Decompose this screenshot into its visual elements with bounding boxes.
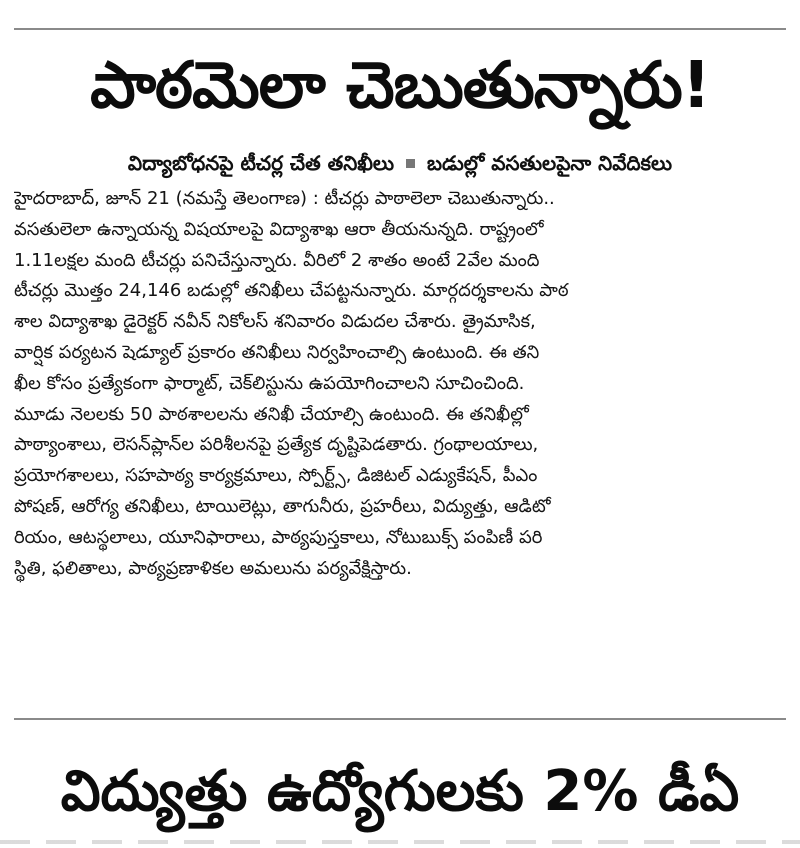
body-line: పాఠ్యాంశాలు, లెసన్‌ప్లాన్‌ల పరిశీలనపై ప్రత్యేక దృష్టిపెడతారు. గ్రంథాలయాలు, [14,434,539,456]
top-divider [14,28,786,30]
next-article-headline: విద్యుత్తు ఉద్యోగులకు 2% డీఏ [60,759,740,824]
body-line: 1.11లక్షల మంది టీచర్లు పనిచేస్తున్నారు. వీరిలో 2 శాతం అంటే 2వేల మంది [14,249,540,271]
subhead-right: బడుల్లో వసతులపైనా నివేదికలు [427,151,673,175]
subhead-left: విద్యాబోధనపై టీచర్ల చేత తనిఖీలు [127,151,395,175]
article-subhead [14,146,786,180]
article-body [14,184,786,584]
body-line: వార్షిక పర్యటన షెడ్యూల్ ప్రకారం తనిఖీలు నిర్వహించాల్సి ఉంటుంది. ఈ తని [14,341,540,363]
body-line: ఖీల కోసం ప్రత్యేకంగా ఫార్మాట్, చెక్‌లిస్టును ఉపయోగించాలని సూచించింది. [14,372,525,394]
body-line: రియం, ఆటస్థలాలు, యూనిఫారాలు, పాఠ్యపుస్తకాలు, నోటుబుక్స్ పంపిణీ పరి [14,526,543,548]
subhead-separator [406,159,415,168]
body-line: వసతులెలా ఉన్నాయన్న విషయాలపై విద్యాశాఖ ఆరా తీయనున్నది. రాష్ట్రంలో [14,218,544,240]
body-line: టీచర్లు మొత్తం 24,146 బడుల్లో తనిఖీలు చేపట్టనున్నారు. మార్గదర్శకాలను పాఠ [14,280,569,302]
bottom-divider [14,718,786,720]
article-headline: పాఠమెలా చెబుతున్నారు! [90,49,710,123]
body-line: శాల విద్యాశాఖ డైరెక్టర్ నవీన్ నికోలస్ శనివారం విడుదల చేశారు. త్రైమాసిక, [14,311,536,333]
body-line: ప్రయోగశాలలు, సహపాఠ్య కార్యక్రమాలు, స్పోర్ట్స్, డిజిటల్ ఎడ్యుకేషన్, పీఎం [14,465,538,487]
next-article-clipped-text [0,838,800,848]
previous-article-clipped-text [0,0,800,8]
body-line: మూడు నెలలకు 50 పాఠశాలలను తనిఖీ చేయాల్సి ఉంటుంది. ఈ తనిఖీల్లో [14,403,529,425]
body-line: హైదరాబాద్, జూన్ 21 (నమస్తే తెలంగాణ) : టీచర్లు పాఠాలెలా చెబుతున్నారు.. [14,188,555,209]
body-line: పోషణ్, ఆరోగ్య తనిఖీలు, టాయిలెట్లు, తాగునీరు, ప్రహరీలు, విద్యుత్తు, ఆడిటో [14,495,551,517]
body-line: స్థితి, ఫలితాలు, పాఠ్యప్రణాళికల అమలును పర్యవేక్షిస్తారు. [14,557,412,579]
